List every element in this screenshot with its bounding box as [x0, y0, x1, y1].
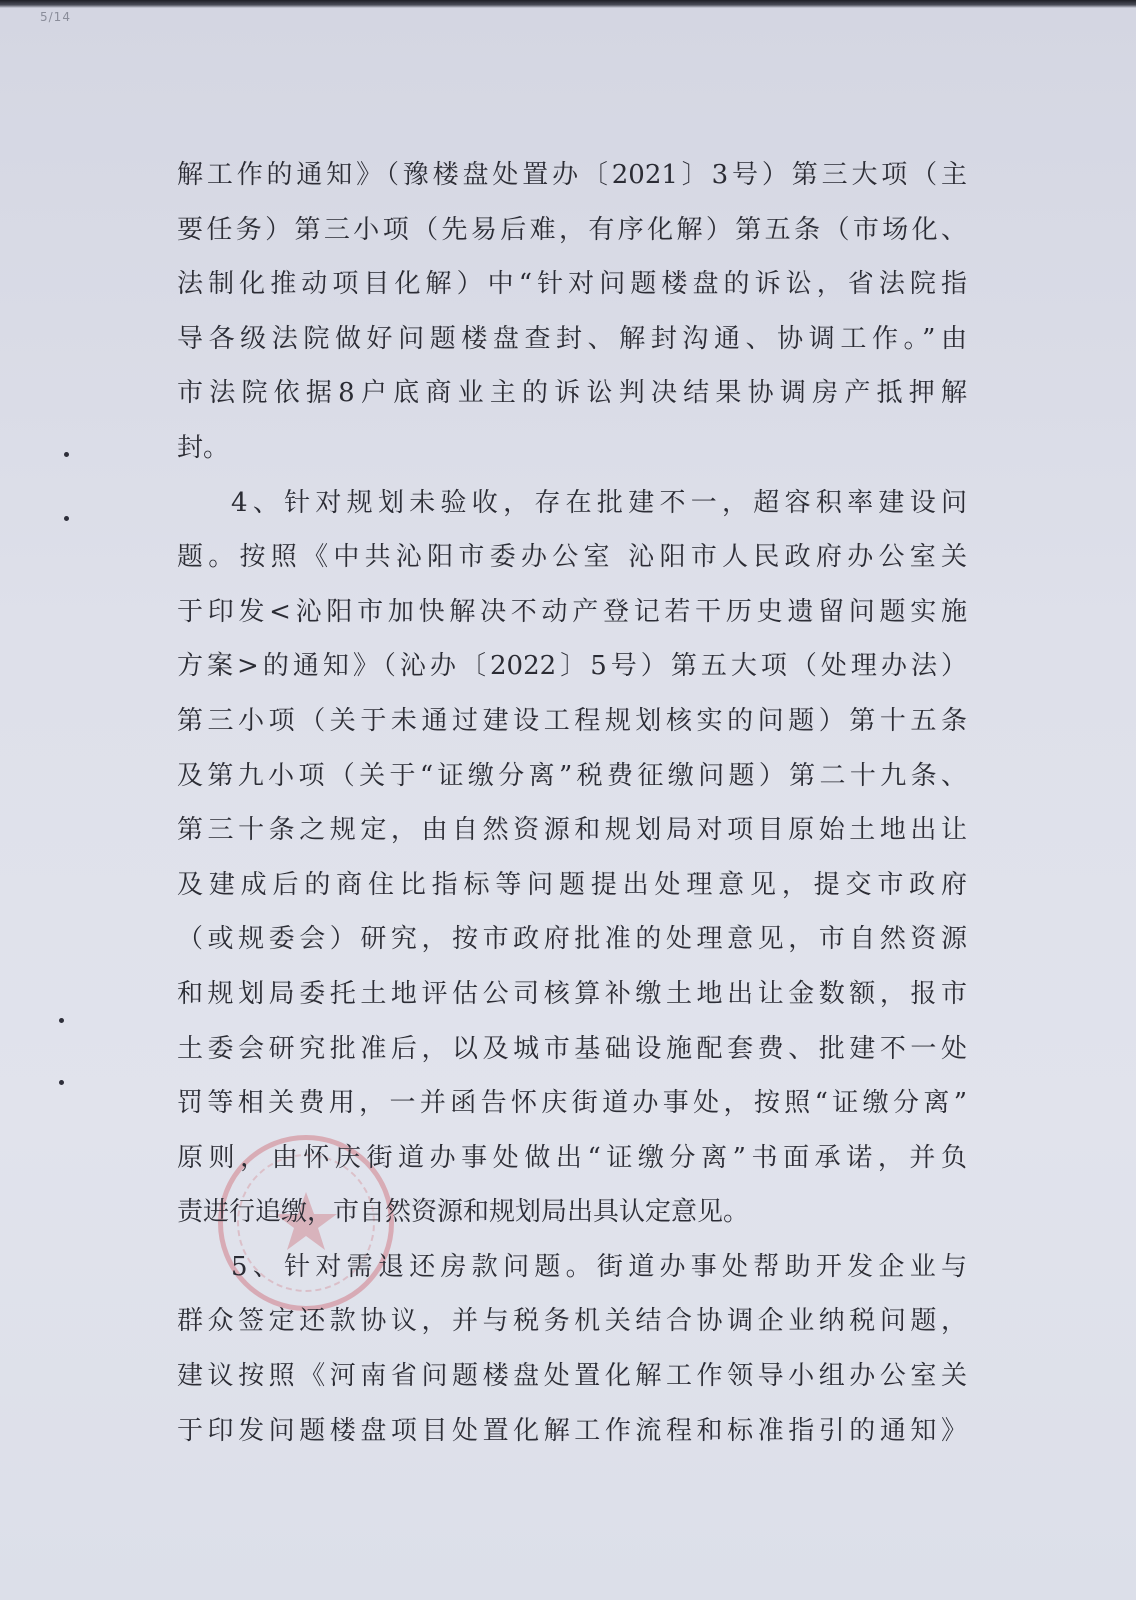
scan-dot — [64, 452, 69, 457]
scan-dot — [59, 1080, 64, 1085]
text-line: 罚等相关费用，一并函告怀庆街道办事处，按照“证缴分离” — [177, 1088, 967, 1119]
text-line: 第三十条之规定，由自然资源和规划局对项目原始土地出让 — [177, 815, 967, 846]
text-line: 及建成后的商住比指标等问题提出处理意见，提交市政府 — [177, 869, 967, 900]
scan-dot — [59, 1018, 64, 1023]
text-line: 原则，由怀庆街道办事处做出“证缴分离”书面承诺，并负 — [177, 1142, 967, 1173]
scan-top-edge — [0, 0, 1136, 8]
text-line: 建议按照《河南省问题楼盘处置化解工作领导小组办公室关 — [177, 1361, 967, 1392]
text-line: 责进行追缴，市自然资源和规划局出具认定意见。 — [177, 1197, 750, 1228]
text-line: 第三小项（关于未通过建设工程规划核实的问题）第十五条 — [177, 705, 967, 736]
text-line: 法制化推动项目化解）中“针对问题楼盘的诉讼，省法院指 — [177, 269, 967, 300]
text-line: 群众签定还款协议，并与税务机关结合协调企业纳税问题， — [177, 1306, 967, 1337]
text-line: 导各级法院做好问题楼盘查封、解封沟通、协调工作。”由 — [177, 323, 967, 354]
text-line: 封。 — [177, 432, 230, 463]
text-line: 解工作的通知》（豫楼盘处置办〔2021〕3号）第三大项（主 — [177, 160, 967, 190]
paragraph-4-start: 4、针对规划未验收，存在批建不一，超容积率建设问 — [231, 487, 967, 518]
text-line: 市法院依据8户底商业主的诉讼判决结果协调房产抵押解 — [177, 378, 967, 409]
body-text — [177, 148, 967, 1458]
text-line: 及第九小项（关于“证缴分离”税费征缴问题）第二十九条、 — [177, 760, 967, 791]
scan-dot — [64, 516, 69, 521]
text-line: 于印发问题楼盘项目处置化解工作流程和标准指引的通知》 — [177, 1415, 967, 1446]
text-line: 于印发<沁阳市加快解决不动产登记若干历史遗留问题实施 — [177, 596, 967, 627]
text-line: 题。按照《中共沁阳市委办公室 沁阳市人民政府办公室关 — [177, 542, 967, 573]
text-line: （或规委会）研究，按市政府批准的处理意见，市自然资源 — [177, 924, 967, 955]
page-number: 5/14 — [40, 10, 71, 24]
paragraph-5-start: 5、针对需退还房款问题。街道办事处帮助开发企业与 — [231, 1251, 967, 1282]
text-line: 要任务）第三小项（先易后难，有序化解）第五条（市场化、 — [177, 214, 967, 245]
text-line: 和规划局委托土地评估公司核算补缴土地出让金数额，报市 — [177, 978, 967, 1009]
text-line: 方案>的通知》（沁办〔2022〕5号）第五大项（处理办法） — [177, 651, 967, 682]
text-line: 土委会研究批准后，以及城市基础设施配套费、批建不一处 — [177, 1033, 967, 1064]
